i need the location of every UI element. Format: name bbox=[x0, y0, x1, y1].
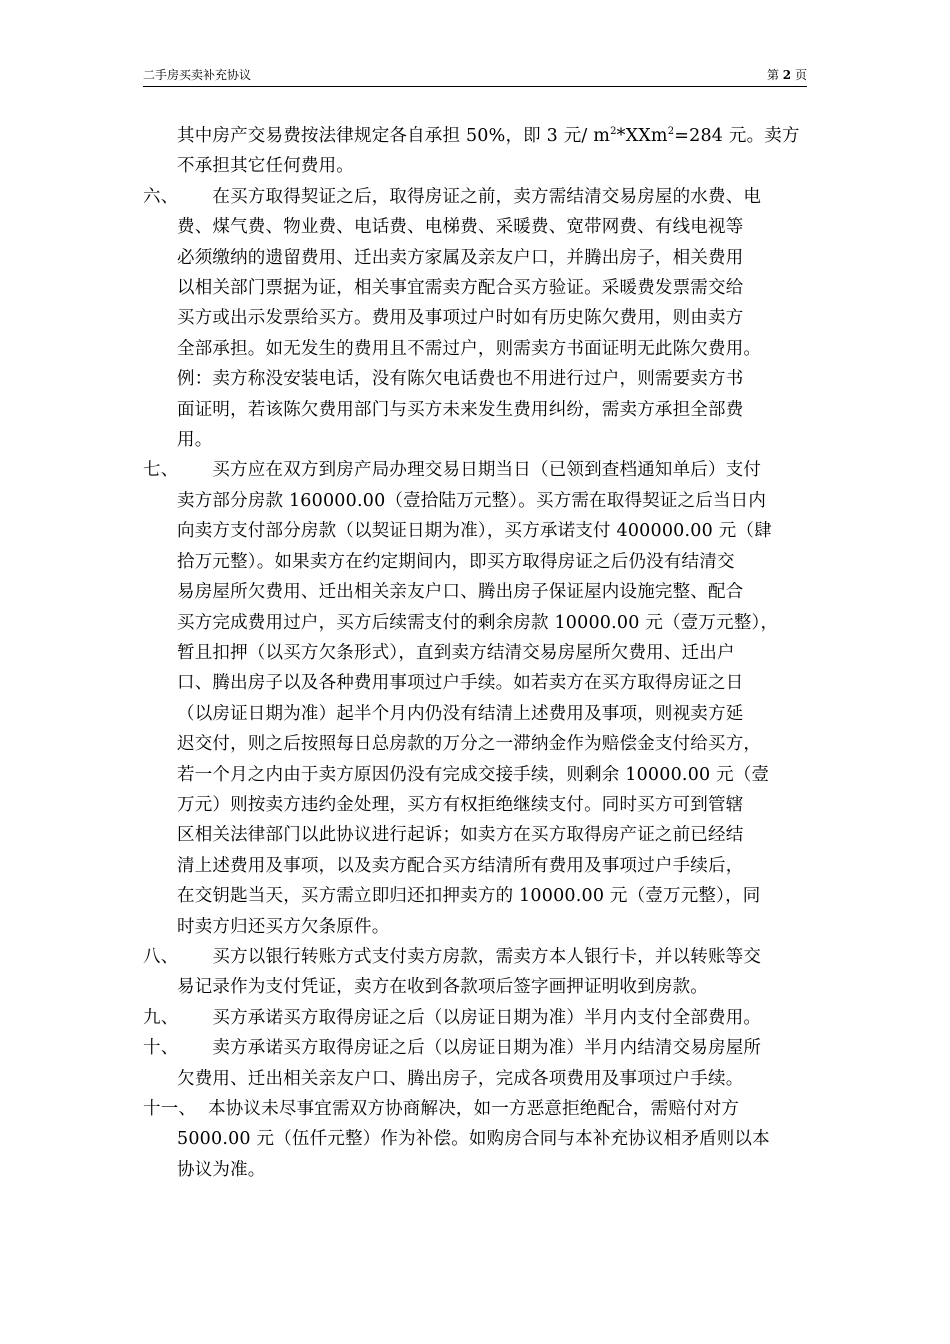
clause-6 bbox=[143, 182, 811, 456]
clause-line: 买方应在双方到房产局办理交易日期当日（已领到查档通知单后）支付 bbox=[212, 460, 762, 481]
clause-number: 十、 bbox=[143, 1038, 179, 1059]
clause-line: 本协议未尽事宜需双方协商解决，如一方恶意拒绝配合，需赔付对方 bbox=[208, 1099, 740, 1119]
clause-number: 八、 bbox=[143, 946, 179, 967]
header-page-number bbox=[767, 66, 807, 84]
clause-line: 迟交付，则之后按照每日总房款的万分之一滞纳金作为赔偿金支付给买方， bbox=[177, 734, 762, 755]
clause-line: 在买方取得契证之后，取得房证之前，卖方需结清交易房屋的水费、电 bbox=[212, 186, 762, 207]
clause-number: 六、 bbox=[143, 186, 179, 207]
clause-line: 若一个月之内由于卖方原因仍没有完成交接手续，则剩余 10000.00 元（壹 bbox=[177, 764, 770, 785]
intro-line: 其中房产交易费按法律规定各自承担 50%，即 3 元/ $m^2*XXm^2=284$ 元。卖方 bbox=[177, 126, 800, 146]
clause-line: 以相关部门票据为证，相关事宜需卖方配合买方验证。采暖费发票需交给 bbox=[177, 278, 744, 299]
clause-line: 必须缴纳的遗留费用、迁出卖方家属及亲友户口，并腾出房子，相关费用 bbox=[177, 247, 744, 268]
clause-line: 拾万元整）。如果卖方在约定期间内，即买方取得房证之后仍没有结清交 bbox=[177, 551, 735, 572]
clause-line: 全部承担。如无发生的费用且不需过户，则需卖方书面证明无此陈欠费用。 bbox=[177, 338, 762, 359]
clause-line: 清上述费用及事项，以及卖方配合买方结清所有费用及事项过户手续后， bbox=[177, 855, 744, 876]
clause-line: 口、腾出房子以及各种费用事项过户手续。如若卖方在买方取得房证之日 bbox=[177, 673, 744, 694]
clause-8 bbox=[143, 942, 811, 1003]
clause-line: 例：卖方称没安装电话，没有陈欠电话费也不用进行过户，则需要卖方书 bbox=[177, 369, 744, 390]
clause-line: 欠费用、迁出相关亲友户口、腾出房子，完成各项费用及事项过户手续。 bbox=[177, 1068, 744, 1089]
clause-line: 买方完成费用过户，买方后续需支付的剩余房款 10000.00 元（壹万元整）， bbox=[177, 612, 779, 633]
page-label-prefix: 第 bbox=[766, 68, 779, 82]
clause-9 bbox=[143, 1003, 811, 1033]
clause-line: 协议为准。 bbox=[177, 1159, 266, 1180]
clause-line: 买方或出示发票给买方。费用及事项过户时如有历史陈欠费用，则由卖方 bbox=[177, 308, 744, 329]
clause-7 bbox=[143, 455, 811, 942]
clause-line: 向卖方支付部分房款（以契证日期为准），买方承诺支付 400000.00 元（肆 bbox=[177, 521, 772, 542]
clause-line: 5000.00 元（伍仟元整）作为补偿。如购房合同与本补充协议相矛盾则以本 bbox=[177, 1129, 770, 1150]
clause-number: 七、 bbox=[143, 460, 179, 481]
clause-line: 易房屋所欠费用、迁出相关亲友户口、腾出房子保证屋内设施完整、配合 bbox=[177, 582, 744, 603]
clause-line: 时卖方归还买方欠条原件。 bbox=[177, 916, 390, 937]
clause-number: 十一、 bbox=[143, 1099, 197, 1119]
clause-line: 买方承诺买方取得房证之后（以房证日期为准）半月内支付全部费用。 bbox=[212, 1007, 762, 1028]
page-label-suffix: 页 bbox=[794, 68, 807, 82]
page-header bbox=[143, 64, 807, 87]
clause-line: 面证明，若该陈欠费用部门与买方未来发生费用纠纷，需卖方承担全部费 bbox=[177, 399, 744, 420]
header-title: 二手房买卖补充协议 bbox=[143, 68, 252, 82]
clause-number: 九、 bbox=[143, 1007, 179, 1028]
intro-paragraph bbox=[143, 121, 811, 182]
clause-line: 卖方承诺买方取得房证之后（以房证日期为准）半月内结清交易房屋所 bbox=[212, 1038, 762, 1059]
clause-line: 易记录作为支付凭证，卖方在收到各款项后签字画押证明收到房款。 bbox=[177, 977, 708, 998]
clause-line: 用。 bbox=[177, 430, 213, 451]
clause-11 bbox=[143, 1094, 811, 1185]
clause-line: 暂且扣押（以买方欠条形式），直到卖方结清交易房屋所欠费用、迁出户 bbox=[177, 642, 735, 663]
clause-line: 区相关法律部门以此协议进行起诉；如卖方在买方取得房产证之前已经结 bbox=[177, 825, 744, 846]
page-number: 2 bbox=[782, 68, 792, 82]
clause-line: 费、煤气费、物业费、电话费、电梯费、采暖费、宽带网费、有线电视等 bbox=[177, 217, 744, 238]
clause-line: 万元）则按卖方违约金处理，买方有权拒绝继续支付。同时买方可到管辖 bbox=[177, 794, 744, 815]
intro-line: 不承担其它任何费用。 bbox=[177, 156, 354, 177]
document-body bbox=[143, 121, 811, 1185]
clause-line: （以房证日期为准）起半个月内仍没有结清上述费用及事项，则视卖方延 bbox=[177, 703, 744, 724]
clause-line: 卖方部分房款 160000.00（壹拾陆万元整）。买方需在取得契证之后当日内 bbox=[177, 490, 767, 511]
clause-10 bbox=[143, 1033, 811, 1094]
clause-line: 在交钥匙当天，买方需立即归还扣押卖方的 10000.00 元（壹万元整），同 bbox=[177, 886, 761, 907]
clause-line: 买方以银行转账方式支付卖方房款，需卖方本人银行卡，并以转账等交 bbox=[212, 946, 762, 967]
